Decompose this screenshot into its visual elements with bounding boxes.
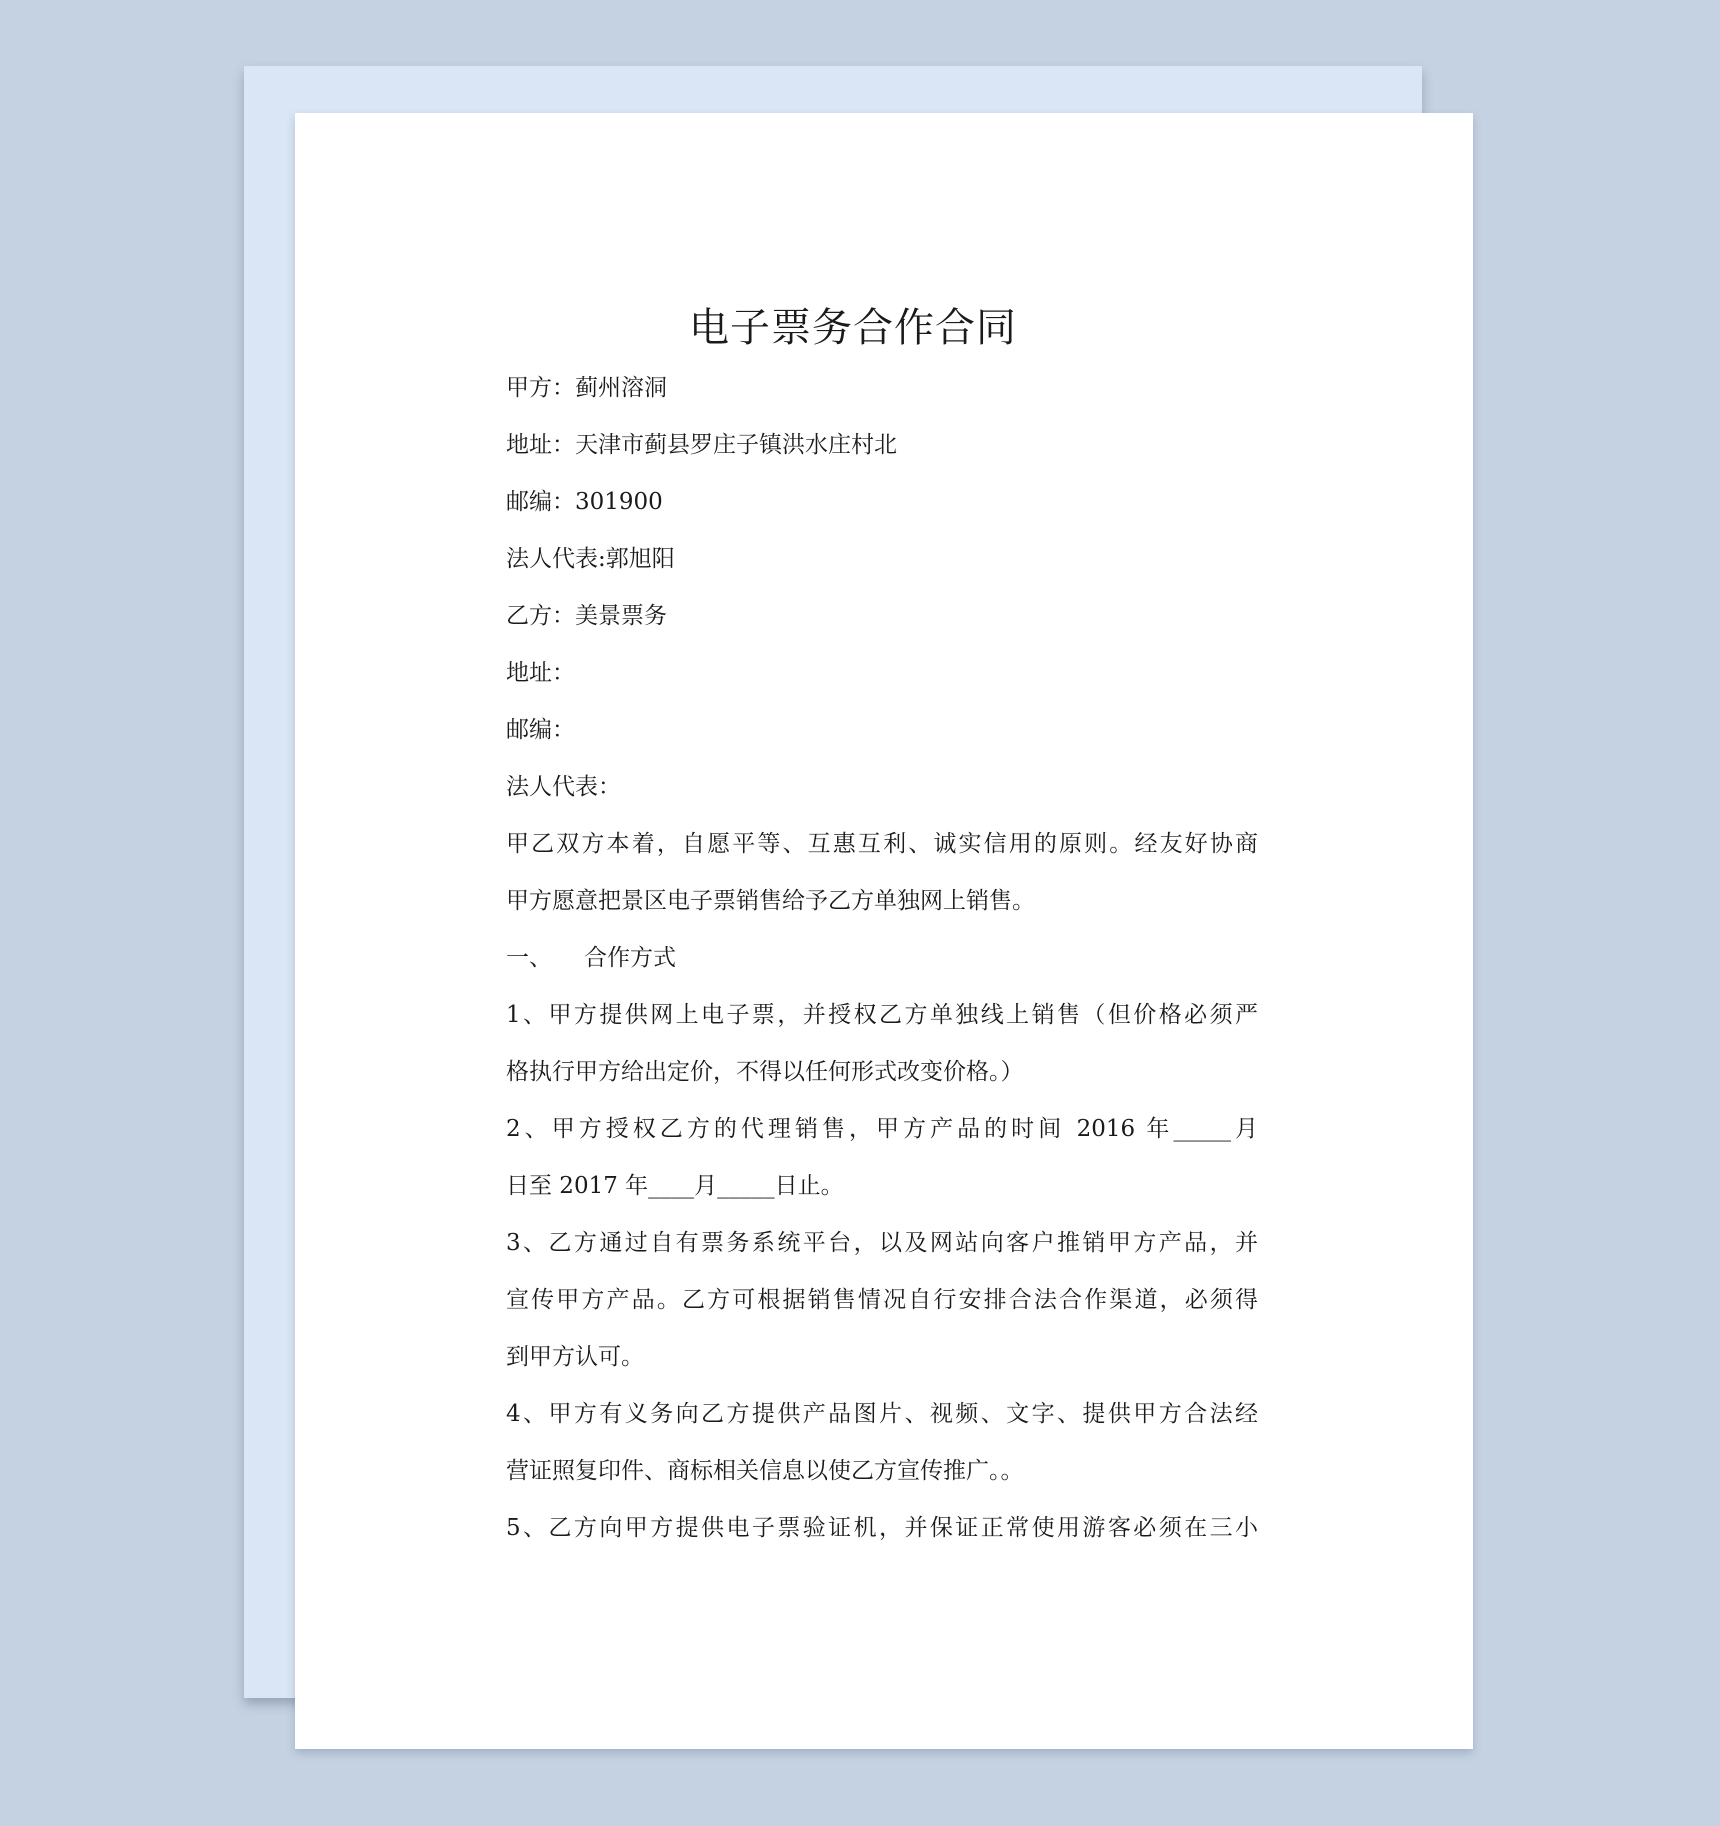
clause-2-line-1: 2、甲方授权乙方的代理销售，甲方产品的时间 2016 年_____月: [506, 1116, 1258, 1142]
section-number: 一、: [506, 945, 552, 971]
party-a-postcode: 邮编：301900: [506, 489, 663, 515]
party-a-address: 地址：天津市蓟县罗庄子镇洪水庄村北: [506, 432, 897, 458]
clause-3-line-3: 到甲方认可。: [506, 1344, 644, 1370]
clause-4-line-1: 4、甲方有义务向乙方提供产品图片、视频、文字、提供甲方合法经: [506, 1401, 1258, 1427]
clause-1-line-1: 1、甲方提供网上电子票，并授权乙方单独线上销售（但价格必须严: [506, 1002, 1258, 1028]
party-b-postcode: 邮编：: [506, 717, 575, 743]
section-heading: [506, 930, 1258, 987]
intro-line-2: 甲方愿意把景区电子票销售给予乙方单独网上销售。: [506, 888, 1035, 914]
party-b-name: 乙方：美景票务: [506, 603, 667, 629]
clause-5-line-1: 5、乙方向甲方提供电子票验证机，并保证正常使用游客必须在三小: [506, 1515, 1258, 1541]
clause-1-line-2: 格执行甲方给出定价，不得以任何形式改变价格。）: [506, 1059, 1024, 1085]
clause-2-line-2: 日至 2017 年____月_____日止。: [506, 1173, 844, 1199]
document-title: 电子票务合作合同: [689, 305, 1017, 351]
party-a-representative: 法人代表:郭旭阳: [506, 546, 675, 572]
party-b-address: 地址：: [506, 660, 575, 686]
party-a-name: 甲方：蓟州溶洞: [506, 375, 667, 401]
party-b-representative: 法人代表：: [506, 774, 621, 800]
clause-3-line-1: 3、乙方通过自有票务系统平台，以及网站向客户推销甲方产品，并: [506, 1230, 1258, 1256]
section-title: 合作方式: [584, 945, 676, 971]
intro-line-1: 甲乙双方本着，自愿平等、互惠互利、诚实信用的原则。经友好协商: [506, 831, 1258, 857]
document-body: [506, 296, 1258, 1546]
clause-3-line-2: 宣传甲方产品。乙方可根据销售情况自行安排合法合作渠道，必须得: [506, 1287, 1258, 1313]
clause-4-line-2: 营证照复印件、商标相关信息以使乙方宣传推广。。: [506, 1458, 1024, 1484]
